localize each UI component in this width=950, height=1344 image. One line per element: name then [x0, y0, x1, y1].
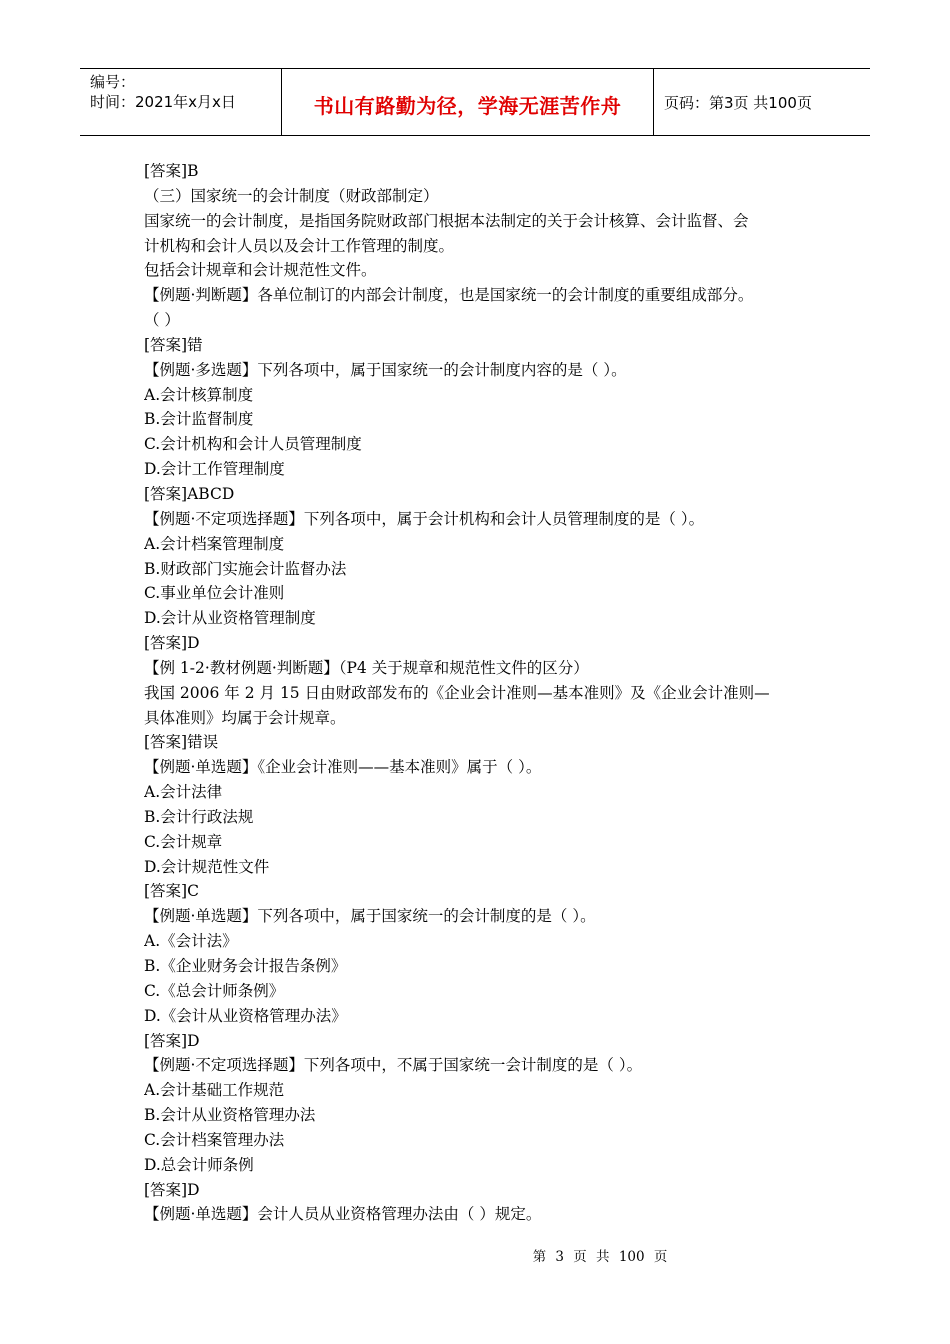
text-line: [答案]ABCD	[144, 484, 235, 503]
text-line: A.会计法律	[144, 783, 223, 802]
footer-page-number: 第 3 页 共 100 页	[532, 1249, 668, 1265]
text-line: 具体准则》均属于会计规章。	[144, 708, 346, 727]
text-line: D.会计规范性文件	[144, 857, 270, 876]
text-line: [答案]B	[144, 162, 199, 180]
text-line: C.事业单位会计准则	[144, 584, 285, 603]
header-page-cell	[654, 69, 870, 135]
text-line: 【例题·判断题】各单位制订的内部会计制度，也是国家统一的会计制度的重要组成部分。	[144, 286, 754, 305]
text-line: （ ）	[144, 311, 180, 330]
document-body	[144, 159, 820, 1227]
text-line: D.总会计师条例	[144, 1155, 254, 1174]
text-line: 【例题·不定项选择题】下列各项中，属于会计机构和会计人员管理制度的是（ ）。	[144, 509, 705, 528]
text-line: 包括会计规章和会计规范性文件。	[144, 261, 377, 280]
text-line: A.会计基础工作规范	[144, 1081, 285, 1100]
text-line: [答案]C	[144, 882, 199, 901]
header-meta-cell	[80, 69, 282, 135]
text-line: A.会计档案管理制度	[144, 534, 285, 553]
text-line: A.《会计法》	[144, 932, 238, 951]
date-label: 时间：2021年x月x日	[90, 93, 236, 111]
text-line: B.会计从业资格管理办法	[144, 1106, 316, 1125]
text-line: 计机构和会计人员以及会计工作管理的制度。	[144, 236, 455, 255]
text-line: D.会计从业资格管理制度	[144, 609, 316, 628]
text-line: C.会计规章	[144, 832, 223, 851]
page-header	[80, 68, 870, 136]
text-line: [答案]D	[144, 634, 200, 653]
text-line: A.会计核算制度	[144, 385, 254, 404]
text-line: C.《总会计师条例》	[144, 981, 285, 1000]
text-line: [答案]D	[144, 1031, 200, 1050]
text-line: 【例 1-2·教材例题·判断题】（P4 关于规章和规范性文件的区分）	[144, 658, 589, 677]
text-line: D.《会计从业资格管理办法》	[144, 1006, 347, 1025]
text-line: 国家统一的会计制度，是指国务院财政部门根据本法制定的关于会计核算、会计监督、会	[144, 211, 749, 230]
text-line: 【例题·不定项选择题】下列各项中，不属于国家统一会计制度的是（ ）。	[144, 1056, 643, 1075]
text-line: B.会计监督制度	[144, 410, 254, 429]
text-line: [答案]D	[144, 1180, 200, 1199]
header-motto-cell	[282, 69, 654, 135]
text-line: （三）国家统一的会计制度（财政部制定）	[144, 186, 439, 205]
text-line: B.《企业财务会计报告条例》	[144, 957, 347, 975]
header-motto: 书山有路勤为径，学海无涯苦作舟	[313, 93, 622, 118]
text-line: [答案]错误	[144, 733, 219, 752]
text-line: 【例题·多选题】下列各项中，属于国家统一的会计制度内容的是（ ）。	[144, 360, 627, 379]
text-line: [答案]错	[144, 335, 203, 354]
text-line: 【例题·单选题】《企业会计准则——基本准则》属于（ ）。	[144, 758, 542, 777]
header-page-info: 页码：第3页 共100页	[664, 93, 812, 112]
text-line: 我国 2006 年 2 月 15 日由财政部发布的《企业会计准则—基本准则》及《企业会计准则—	[144, 683, 770, 702]
text-line: 【例题·单选题】下列各项中，属于国家统一的会计制度的是（ ）。	[144, 907, 596, 926]
text-line: C.会计档案管理办法	[144, 1130, 285, 1149]
serial-number-label: 编号：	[90, 73, 136, 91]
text-line: C.会计机构和会计人员管理制度	[144, 435, 362, 454]
text-line: D.会计工作管理制度	[144, 460, 285, 479]
text-line: B.会计行政法规	[144, 807, 254, 826]
text-line: 【例题·单选题】会计人员从业资格管理办法由（ ）规定。	[144, 1205, 542, 1224]
text-line: B.财政部门实施会计监督办法	[144, 559, 347, 578]
page-footer	[0, 1245, 950, 1265]
